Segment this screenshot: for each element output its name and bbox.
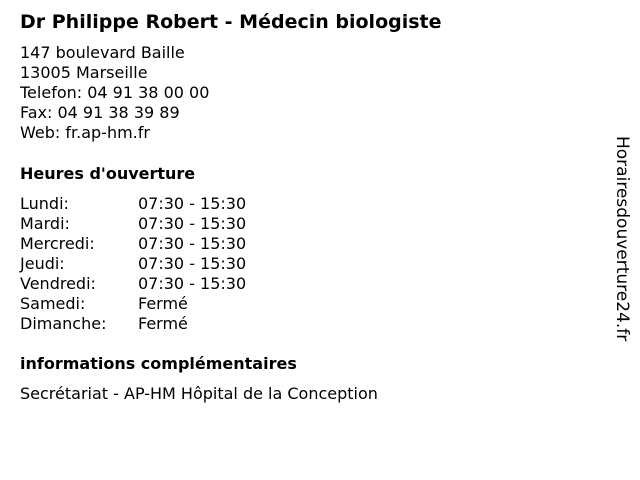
day-label: Mardi: [20,214,70,233]
hours-row-monday [20,194,246,214]
opening-hours-table [20,194,246,334]
day-label: Lundi: [20,194,69,213]
contact-block [20,43,209,143]
hours-row-tuesday [20,214,246,234]
hours-value: Fermé [138,314,188,333]
hours-value: 07:30 - 15:30 [138,194,247,213]
hours-value: 07:30 - 15:30 [138,214,247,233]
day-label: Dimanche: [20,314,107,333]
hours-value: Fermé [138,294,188,313]
hours-value: 07:30 - 15:30 [138,274,247,293]
page-title: Dr Philippe Robert - Médecin biologiste [20,11,442,33]
day-label: Jeudi: [20,254,65,273]
hours-row-saturday [20,294,246,314]
phone-number: Telefon: 04 91 38 00 00 [20,83,210,102]
website-link[interactable]: fr.ap-hm.fr [65,123,150,142]
website-row [20,123,209,143]
hours-row-friday [20,274,246,294]
city-postcode: 13005 Marseille [20,63,148,82]
fax-number: Fax: 04 91 38 39 89 [20,103,180,122]
site-watermark: Horairesdouverture24.fr [612,136,632,342]
street-address: 147 boulevard Baille [20,43,185,62]
hours-value: 07:30 - 15:30 [138,254,247,273]
hours-value: 07:30 - 15:30 [138,234,247,253]
hours-row-sunday [20,314,246,334]
additional-info-text: Secrétariat - AP-HM Hôpital de la Conception [20,384,378,403]
additional-info-heading: informations complémentaires [20,354,297,373]
day-label: Mercredi: [20,234,95,253]
website-label: Web: [20,123,61,142]
hours-row-wednesday [20,234,246,254]
hours-row-thursday [20,254,246,274]
day-label: Vendredi: [20,274,96,293]
day-label: Samedi: [20,294,86,313]
opening-hours-heading: Heures d'ouverture [20,164,196,183]
